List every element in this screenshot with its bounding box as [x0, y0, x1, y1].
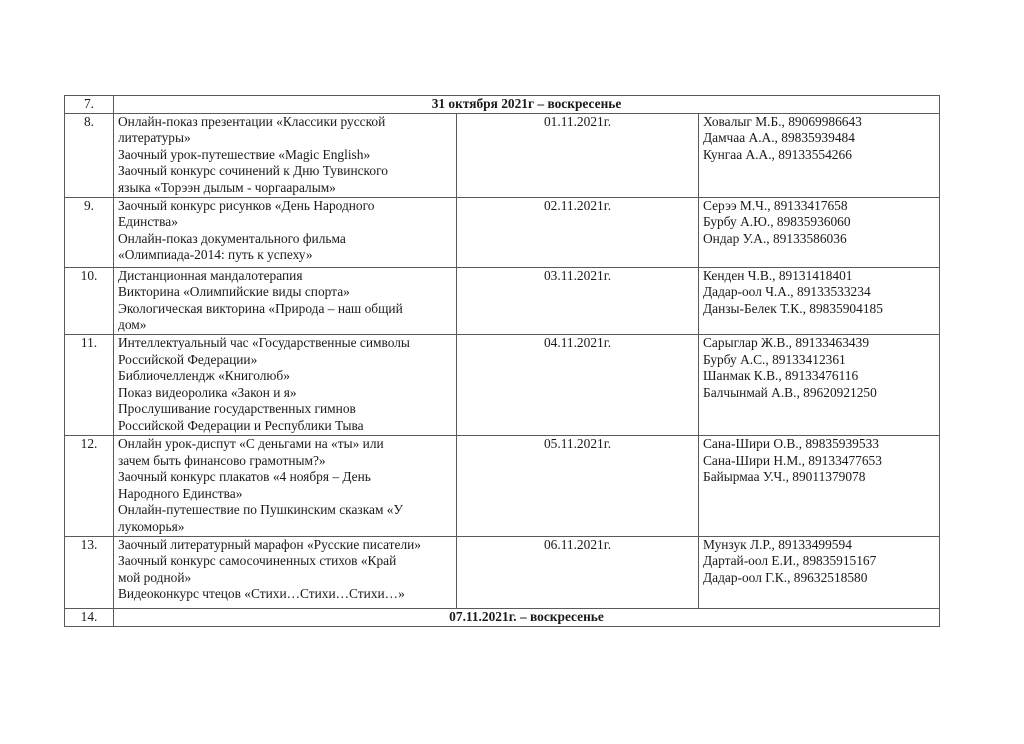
responsible-person: Сарыглар Ж.В., 89133463439	[703, 334, 870, 350]
table-row	[65, 334, 940, 435]
event-line: Заочный конкурс самосочиненных стихов «Край	[118, 553, 397, 569]
event-line: литературы»	[118, 130, 191, 146]
table-row	[65, 113, 940, 197]
event-line: Экологическая викторина «Природа – наш общий	[118, 300, 403, 316]
responsible-person: Дадар-оол Г.К., 89632518580	[703, 569, 868, 585]
responsible-person: Дадар-оол Ч.А., 89133533234	[703, 284, 871, 300]
event-line: зачем быть финансово грамотным?»	[118, 452, 326, 468]
responsible-cell	[699, 334, 940, 435]
responsible-person: Бурбу А.С., 89133412361	[703, 351, 846, 367]
event-line: Заочный конкурс рисунков «День Народного	[118, 197, 375, 213]
responsible-person: Ховалыг М.Б., 89069986643	[703, 113, 862, 129]
table-row	[65, 435, 940, 536]
responsible-person: Балчынмай А.В., 89620921250	[703, 384, 877, 400]
responsible-person: Сана-Шири О.В., 89835939533	[703, 435, 879, 451]
events-cell	[114, 435, 457, 536]
event-line: Онлайн-путешествие по Пушкинским сказкам «У	[118, 502, 403, 518]
event-line: Заочный конкурс плакатов «4 ноября – День	[118, 469, 371, 485]
table-row-heading	[65, 608, 940, 626]
table-row	[65, 267, 940, 334]
events-cell	[114, 536, 457, 608]
day-heading: 07.11.2021г. – воскресенье	[114, 608, 940, 626]
event-line: Российской Федерации»	[118, 351, 258, 367]
events-cell	[114, 267, 457, 334]
event-line: мой родной»	[118, 569, 192, 585]
row-number: 10.	[65, 267, 114, 334]
day-heading: 31 октября 2021г – воскресенье	[114, 96, 940, 114]
table-row	[65, 197, 940, 267]
event-line: Заочный литературный марафон «Русские писатели»	[118, 536, 422, 552]
event-line: Единства»	[118, 214, 178, 230]
date-cell: 01.11.2021г.	[457, 113, 699, 197]
event-line: Онлайн-показ презентации «Классики русской	[118, 113, 386, 129]
date-cell: 04.11.2021г.	[457, 334, 699, 435]
events-cell	[114, 113, 457, 197]
events-cell	[114, 197, 457, 267]
date-cell: 02.11.2021г.	[457, 197, 699, 267]
row-number: 11.	[65, 334, 114, 435]
event-line: Народного Единства»	[118, 485, 243, 501]
responsible-person: Данзы-Белек Т.К., 89835904185	[703, 300, 883, 316]
event-line: Интеллектуальный час «Государственные символы	[118, 334, 410, 350]
table-row	[65, 536, 940, 608]
event-line: лукоморья»	[118, 518, 185, 534]
row-number: 9.	[65, 197, 114, 267]
events-cell	[114, 334, 457, 435]
event-line: «Олимпиада-2014: путь к успеху»	[118, 247, 313, 263]
responsible-cell	[699, 197, 940, 267]
event-line: дом»	[118, 317, 147, 333]
event-line: Видеоконкурс чтецов «Стихи…Стихи…Стихи…»	[118, 586, 405, 602]
event-line: Онлайн-показ документального фильма	[118, 230, 346, 246]
responsible-person: Ондар У.А., 89133586036	[703, 230, 847, 246]
responsible-person: Бурбу А.Ю., 89835936060	[703, 214, 851, 230]
row-number: 14.	[65, 608, 114, 626]
event-line: Показ видеоролика «Закон и я»	[118, 384, 297, 400]
event-line: Дистанционная мандалотерапия	[118, 267, 303, 283]
responsible-cell	[699, 536, 940, 608]
table-row-heading	[65, 96, 940, 114]
event-line: Библиочеллендж «Книголюб»	[118, 368, 290, 384]
responsible-cell	[699, 113, 940, 197]
event-line: Российской Федерации и Республики Тыва	[118, 417, 364, 433]
responsible-cell	[699, 435, 940, 536]
row-number: 13.	[65, 536, 114, 608]
event-line: Прослушивание государственных гимнов	[118, 401, 356, 417]
responsible-cell	[699, 267, 940, 334]
row-number: 7.	[65, 96, 114, 114]
responsible-person: Мунзук Л.Р., 89133499594	[703, 536, 852, 552]
responsible-person: Кунгаа А.А., 89133554266	[703, 146, 852, 162]
responsible-person: Шанмак К.В., 89133476116	[703, 368, 859, 384]
responsible-person: Дартай-оол Е.И., 89835915167	[703, 553, 877, 569]
responsible-person: Дамчаа А.А., 89835939484	[703, 130, 855, 146]
event-line: Заочный урок-путешествие «Magic English»	[118, 146, 371, 162]
responsible-person: Кенден Ч.В., 89131418401	[703, 267, 853, 283]
event-line: Онлайн урок-диспут «С деньгами на «ты» или	[118, 435, 384, 451]
date-cell: 06.11.2021г.	[457, 536, 699, 608]
responsible-person: Сана-Шири Н.М., 89133477653	[703, 452, 882, 468]
event-line: языка «Торээн дылым - чоргааралым»	[118, 179, 336, 195]
responsible-person: Серээ М.Ч., 89133417658	[703, 197, 848, 213]
date-cell: 03.11.2021г.	[457, 267, 699, 334]
event-line: Заочный конкурс сочинений к Дню Тувинского	[118, 163, 388, 179]
responsible-person: Байырмаа У.Ч., 89011379078	[703, 469, 866, 485]
row-number: 8.	[65, 113, 114, 197]
row-number: 12.	[65, 435, 114, 536]
event-line: Викторина «Олимпийские виды спорта»	[118, 284, 350, 300]
event-schedule-table	[64, 95, 940, 627]
date-cell: 05.11.2021г.	[457, 435, 699, 536]
